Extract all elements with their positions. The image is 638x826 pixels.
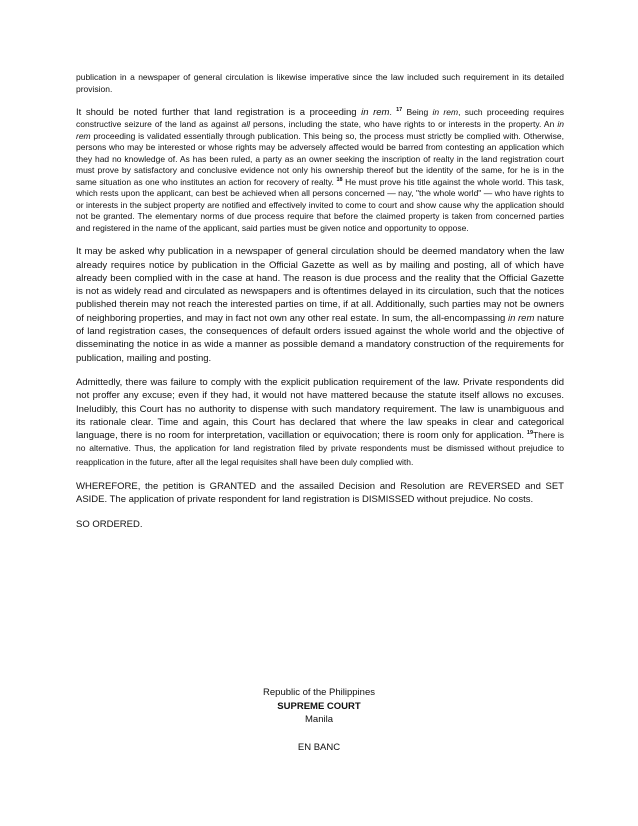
paragraph-in-rem: It should be noted further that land registration is a proceeding in rem. $^{17}$ Being in rem, such proceeding requires constructive seizure of the land as against all persons, including the state, who have rights to or interests in the property. An in rem proceeding is validated essentially through publication. This being so, the process must strictly be complied with. Otherwise, persons who may be interested or whose rights may be adversely affected would be barred from contesting an application which they had no knowledge of. As has been ruled, a party as an owner seeking the inscription of realty in the land registration court must prove by satisfactory and conclusive evidence not only his ownership thereof but the identity of the same, for he is in the same situation as one who institutes an action for recovery of realty. $^{18}$ He must prove his title against the whole world. This task, which rests upon the applicant, can best be achieved when all persons concerned — nay, "the whole world" — who have rights to or interests in the subject property are notified and effectively invited to come to court and show cause why the application should not be granted. The elementary norms of due process require that before the claimed property is taken from concerned parties and registered in the name of the applicant, said parties must be given notice and opportunity to oppose. bbox=[76, 107, 564, 233]
paragraph-so-ordered: SO ORDERED. bbox=[76, 518, 143, 530]
city-line: Manila bbox=[305, 714, 333, 725]
division-line: EN BANC bbox=[297, 741, 341, 753]
footnote-ref-17[interactable]: 17 bbox=[396, 107, 403, 114]
paragraph-admittedly: Admittedly, there was failure to comply with the explicit publication requirement of the law. Private respondents did not proffer any excuse; even if they had, it would not have mattered because the statute itself allows no excuses. Ineludibly, this Court has no authority to dispense with such mandatory requirement. The law is unambiguous and its rationale clear. Time and again, this Court has declared that where the law speaks in clear and categorical language, there is no room for interpretation, vacillation or equivocation; there is room only for application. $^{19}$There is no alternative. Thus, the application for land registration filed by private respondents must be dismissed without prejudice to reapplication in the future, after all the legal requisites shall have been duly complied with. bbox=[76, 376, 564, 467]
court-name: SUPREME COURT bbox=[277, 700, 361, 712]
court-heading bbox=[0, 686, 638, 754]
paragraph-publication-continued: publication in a newspaper of general circulation is likewise imperative since the law included such requirement in its detailed provision. bbox=[76, 72, 564, 94]
document-body bbox=[76, 72, 564, 531]
paragraph-wherefore: WHEREFORE, the petition is GRANTED and the assailed Decision and Resolution are REVERSED and SET ASIDE. The application of private respondent for land registration is DISMISSED without prejudice. No costs. bbox=[76, 481, 564, 506]
republic-line: Republic of the Philippines bbox=[263, 687, 375, 698]
footnote-ref-18[interactable]: 18 bbox=[336, 176, 343, 183]
footnote-ref-19[interactable]: 19 bbox=[526, 430, 534, 436]
paragraph-why-publication: It may be asked why publication in a newspaper of general circulation should be deemed mandatory when the law already requires notice by publication in the Official Gazette as well as by mailing and posting, all of which have already been complied with in the case at hand. The reason is due process and the reality that the Official Gazette is not as widely read and circulated as newspapers and is oftentimes delayed in its circulation, such that the notices published therein may not reach the interested parties on time, if at all. Additionally, such parties may not be owners of neighboring properties, and may in fact not own any other real estate. In sum, the all-encompassing in rem nature of land registration cases, the consequences of default orders issued against the whole world and the objective of disseminating the notice in as wide a manner as possible demand a mandatory construction of the requirements for publication, mailing and posting. bbox=[76, 246, 564, 364]
